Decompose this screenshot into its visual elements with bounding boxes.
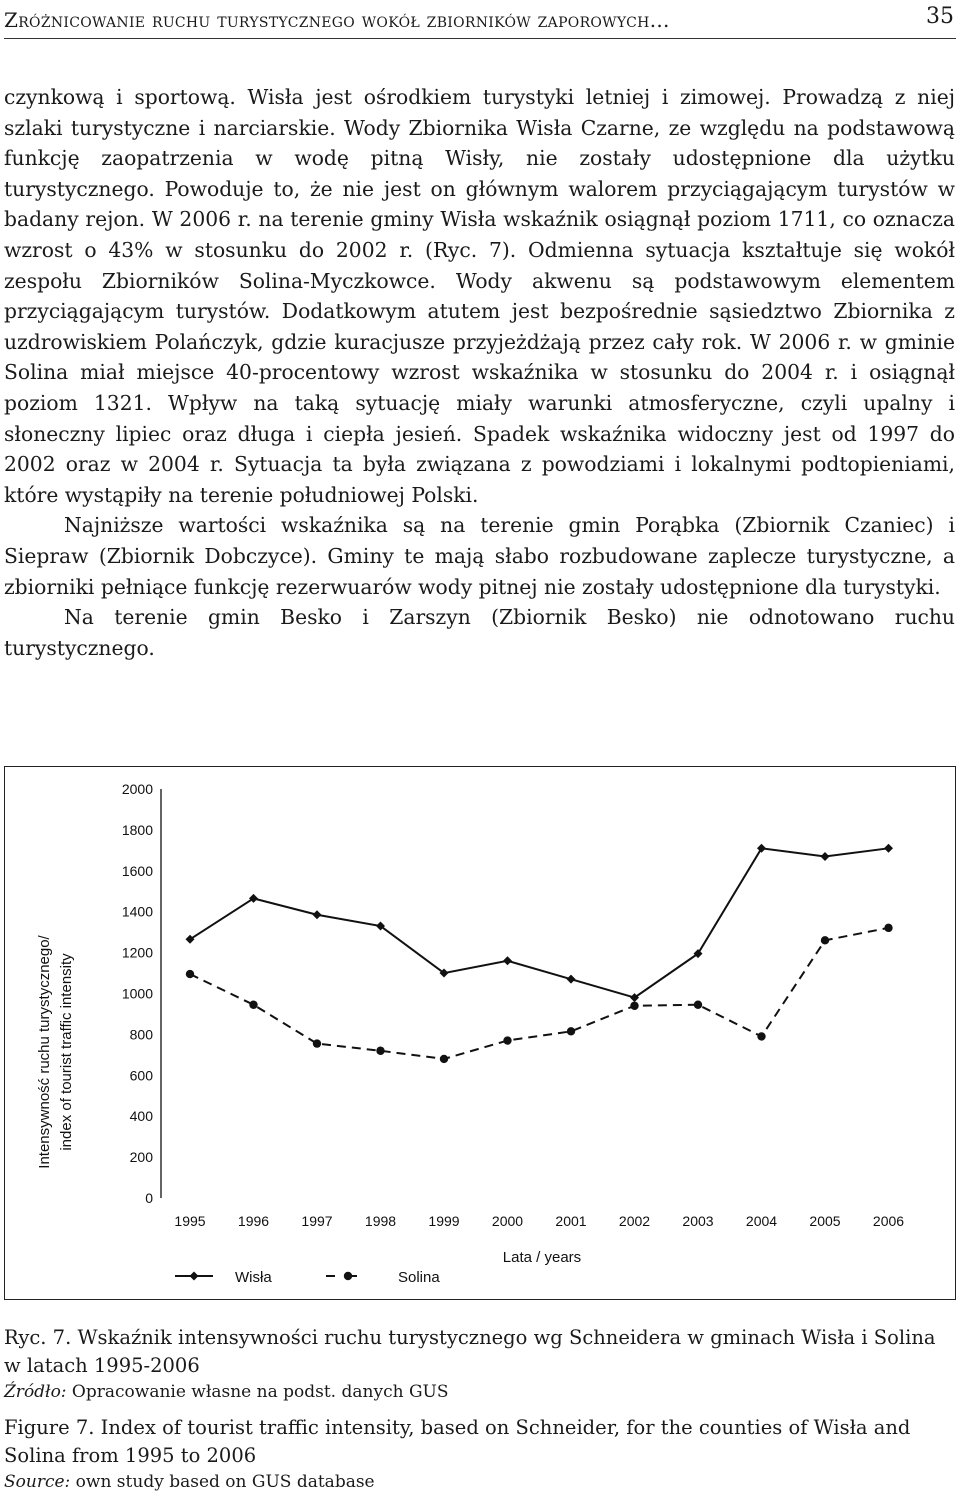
- y-tick-label: 1600: [121, 862, 153, 879]
- x-tick-label: 1999: [428, 1213, 460, 1229]
- page-number: 35: [926, 4, 954, 29]
- y-tick-label: 200: [129, 1149, 153, 1166]
- y-tick-label: 0: [145, 1190, 153, 1206]
- source-text: Opracowanie własne na podst. danych GUS: [66, 1382, 449, 1402]
- legend-marker: [344, 1272, 352, 1280]
- series-line-wisła: [190, 848, 889, 997]
- x-tick-label: 2004: [745, 1213, 778, 1229]
- data-point: [821, 852, 830, 861]
- body-text: [4, 82, 955, 663]
- data-point: [884, 924, 892, 932]
- y-tick-label: 800: [129, 1026, 153, 1043]
- x-tick-label: 2006: [872, 1213, 905, 1229]
- legend-marker: [190, 1272, 199, 1281]
- x-tick-label: 2005: [809, 1213, 841, 1229]
- y-tick-label: 1200: [121, 944, 153, 961]
- page-header: [4, 0, 956, 39]
- data-point: [884, 844, 893, 853]
- data-point: [567, 975, 576, 984]
- y-axis-label: Intensywność ruchu turystycznego/: [36, 935, 53, 1169]
- data-point: [821, 936, 829, 944]
- x-axis-label: Lata / years: [502, 1249, 582, 1266]
- source-text: own study based on GUS database: [70, 1472, 375, 1492]
- x-tick-label: 2002: [618, 1213, 651, 1229]
- y-axis-label: index of tourist traffic intensity: [58, 953, 75, 1151]
- data-point: [186, 970, 194, 978]
- y-tick-label: 2000: [121, 781, 153, 797]
- legend-label: Wisła: [235, 1269, 272, 1286]
- y-tick-label: 1800: [121, 821, 153, 838]
- data-point: [694, 1001, 702, 1009]
- data-point: [503, 956, 512, 965]
- caption-source: [4, 1380, 955, 1404]
- source-label: Źródło:: [4, 1382, 67, 1402]
- paragraph: Najniższe wartości wskaźnika są na terenie gmin Porąbka (Zbiornik Czaniec) i Siepraw (Zbiornik Dobczyce). Gminy te mają słabo rozbudowane zaplecze turystyczne, a zbiorniki pełniące funkcję rezerwuarów wody pitnej nie zostały udostępnione dla turystyki.: [4, 513, 955, 599]
- data-point: [630, 1002, 638, 1010]
- x-tick-label: 1998: [364, 1213, 397, 1229]
- paragraph: Na terenie gmin Besko i Zarszyn (Zbiornik Besko) nie odnotowano ruchu turystycznego.: [4, 605, 955, 660]
- series-line-solina: [190, 928, 889, 1059]
- figure-chart: [4, 766, 956, 1300]
- data-point: [567, 1027, 575, 1035]
- running-title: Zróżnicowanie ruchu turystycznego wokół zbiorników zaporowych...: [4, 8, 670, 32]
- x-tick-label: 1995: [174, 1213, 206, 1229]
- x-tick-label: 2000: [491, 1213, 524, 1229]
- y-tick-label: 600: [129, 1067, 153, 1084]
- x-tick-label: 2001: [555, 1213, 587, 1229]
- caption-text: Ryc. 7. Wskaźnik intensywności ruchu turystycznego wg Schneidera w gminach Wisła i Solina w latach 1995-2006: [4, 1326, 936, 1377]
- x-tick-label: 2003: [682, 1213, 714, 1229]
- caption-source: [4, 1470, 955, 1494]
- data-point: [757, 1032, 765, 1040]
- line-chart: [5, 767, 957, 1301]
- data-point: [376, 1047, 384, 1055]
- data-point: [313, 910, 322, 919]
- figure-caption-pl: [4, 1324, 955, 1404]
- data-point: [249, 1001, 257, 1009]
- data-point: [313, 1039, 321, 1047]
- caption-text: Figure 7. Index of tourist traffic intensity, based on Schneider, for the counties of Wisła and Solina from 1995 to 2006: [4, 1416, 911, 1467]
- source-label: Source:: [4, 1472, 71, 1492]
- data-point: [757, 844, 766, 853]
- data-point: [503, 1036, 511, 1044]
- figure-caption-en: [4, 1414, 955, 1494]
- legend-label: Solina: [398, 1269, 440, 1286]
- paragraph: czynkową i sportową. Wisła jest ośrodkiem turystyki letniej i zimowej. Prowadzą z niej szlaki turystyczne i narciarskie. Wody Zbiornika Wisła Czarne, ze względu na podstawową funkcję zaopatrzenia w wodę pitną Wisły, nie zostały udostępnione dla użytku turystycznego. Powoduje to, że nie jest on głównym walorem przyciągającym turystów w badany rejon. W 2006 r. na terenie gminy Wisła wskaźnik osiągnął poziom 1711, co oznacza wzrost o 43% w stosunku do 2002 r. (Ryc. 7). Odmienna sytuacja kształtuje się wokół zespołu Zbiorników Solina-Myczkowce. Wody akwenu są podstawowym elementem przyciągającym turystów. Dodatkowym atutem jest bezpośrednie sąsiedztwo Zbiornika z uzdrowiskiem Polańczyk, gdzie kuracjusze przyjeżdżają przez cały rok. W 2006 r. w gminie Solina miał miejsce 40-procentowy wzrost wskaźnika w stosunku do 2004 r. i osiągnął poziom 1321. Wpływ na taką sytuację miały warunki atmosferyczne, czyli upalny i słoneczny lipiec oraz długa i ciepła jesień. Spadek wskaźnika widoczny jest od 1997 do 2002 oraz w 2004 r. Sytuacja ta była związana z powodziami i lokalnymi podtopieniami, które wystąpiły na terenie południowej Polski.: [4, 85, 955, 507]
- y-tick-label: 1000: [121, 985, 153, 1002]
- x-tick-label: 1996: [237, 1213, 270, 1229]
- x-tick-label: 1997: [301, 1213, 333, 1229]
- data-point: [440, 1055, 448, 1063]
- y-tick-label: 400: [129, 1108, 153, 1125]
- y-tick-label: 1400: [121, 903, 153, 920]
